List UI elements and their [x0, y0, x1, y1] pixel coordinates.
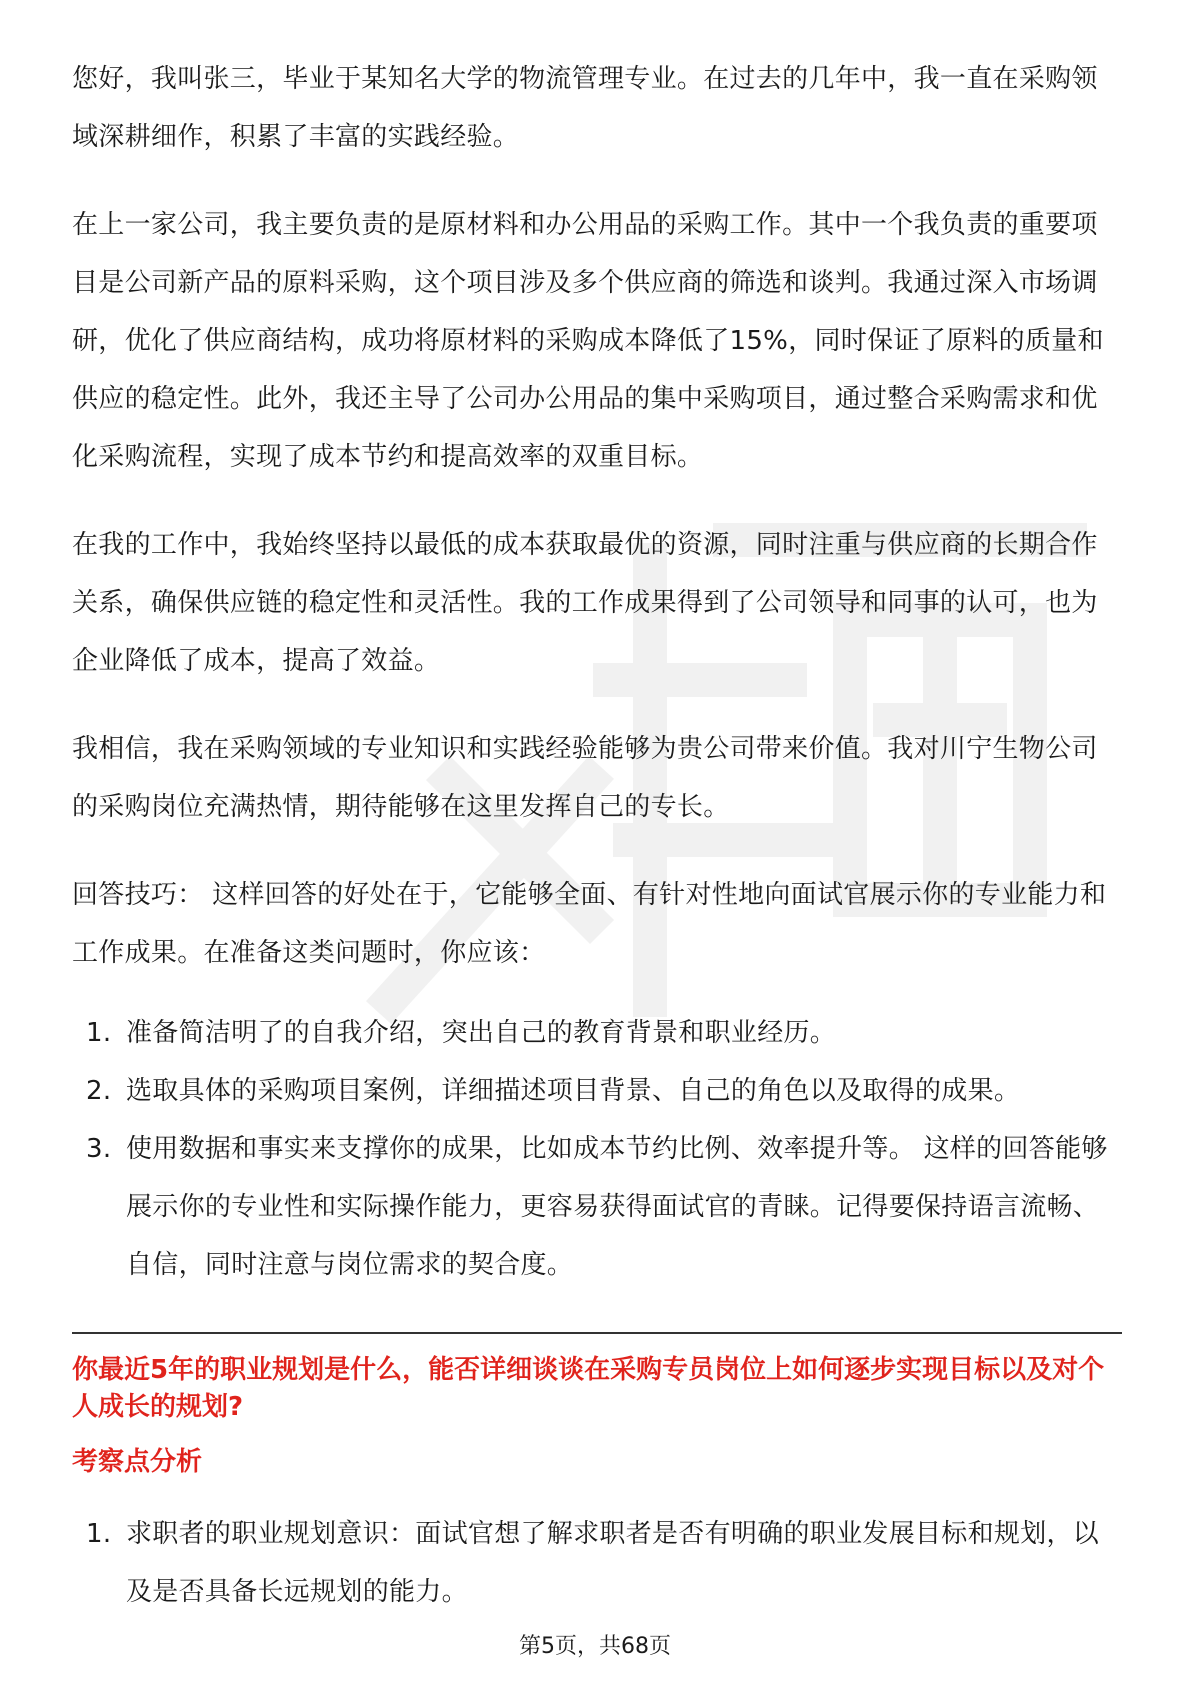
list-text: 选取具体的采购项目案例，详细描述项目背景、自己的角色以及取得的成果。: [126, 1076, 1021, 1106]
section-divider: [72, 1332, 1122, 1334]
paragraph-intro: 您好，我叫张三，毕业于某知名大学的物流管理专业。在过去的几年中，我一直在采购领域深耕细作，积累了丰富的实践经验。: [72, 64, 1098, 152]
list-number: 1.: [86, 1519, 112, 1549]
list-item: [72, 1120, 1122, 1294]
list-number: 2.: [86, 1076, 112, 1106]
list-number: 1.: [86, 1018, 112, 1048]
list-text: 准备简洁明了的自我介绍，突出自己的教育背景和职业经历。: [126, 1018, 837, 1048]
paragraph-closing: 我相信，我在采购领域的专业知识和实践经验能够为贵公司带来价值。我对川宁生物公司的采购岗位充满热情，期待能够在这里发挥自己的专长。: [72, 734, 1098, 822]
paragraph-experience: 在上一家公司，我主要负责的是原材料和办公用品的采购工作。其中一个我负责的重要项目是公司新产品的原料采购，这个项目涉及多个供应商的筛选和谈判。我通过深入市场调研，优化了供应商结构，成功将原材料的采购成本降低了15%，同时保证了原料的质量和供应的稳定性。此外，我还主导了公司办公用品的集中采购项目，通过整合采购需求和优化采购流程，实现了成本节约和提高效率的双重目标。: [72, 210, 1104, 472]
page-footer: 第5页，共68页: [519, 1634, 671, 1659]
paragraph-tips-intro: 回答技巧： 这样回答的好处在于，它能够全面、有针对性地向面试官展示你的专业能力和工作成果。在准备这类问题时，你应该：: [72, 880, 1107, 968]
list-item: [72, 1004, 1122, 1062]
paragraph-approach: 在我的工作中，我始终坚持以最低的成本获取最优的资源，同时注重与供应商的长期合作关系，确保供应链的稳定性和灵活性。我的工作成果得到了公司领导和同事的认可，也为企业降低了成本，提高了效益。: [72, 530, 1098, 676]
document-page: [72, 50, 1122, 1621]
list-item: [72, 1062, 1122, 1120]
question-heading: 你最近5年的职业规划是什么，能否详细谈谈在采购专员岗位上如何逐步实现目标以及对个人成长的规划?: [72, 1355, 1105, 1422]
tips-list: [72, 1004, 1122, 1294]
analysis-heading: 考察点分析: [72, 1447, 203, 1477]
list-item: [72, 1505, 1122, 1621]
analysis-list: [72, 1505, 1122, 1621]
list-text: 求职者的职业规划意识：面试官想了解求职者是否有明确的职业发展目标和规划，以及是否具备长远规划的能力。: [126, 1519, 1100, 1607]
list-number: 3.: [86, 1134, 112, 1164]
list-text: 使用数据和事实来支撑你的成果，比如成本节约比例、效率提升等。 这样的回答能够展示你的专业性和实际操作能力，更容易获得面试官的青睐。记得要保持语言流畅、自信，同时注意与岗位需求的契合度。: [126, 1134, 1108, 1280]
